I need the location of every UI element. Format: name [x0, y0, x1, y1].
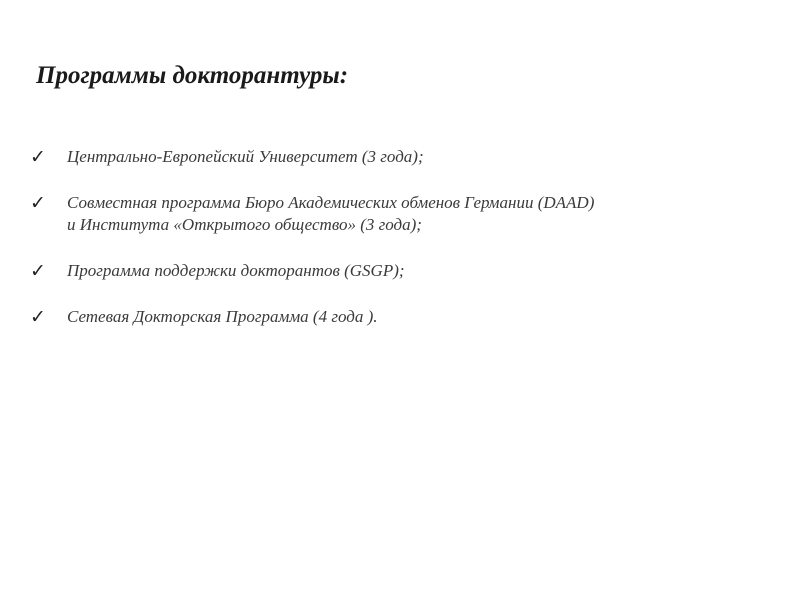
slide-title: Программы докторантуры:	[36, 62, 349, 89]
list-item-text: Совместная программа Бюро Академических обменов Германии (DAAD)	[67, 193, 595, 212]
checkmark-icon: ✓	[30, 146, 46, 168]
list-item-text: и Института «Открытого общество» (3 года);	[67, 215, 422, 234]
list-item	[30, 146, 770, 168]
list-item-text: Программа поддержки докторантов (GSGP);	[67, 261, 405, 280]
list-item	[30, 260, 770, 282]
list-item	[30, 306, 770, 328]
checkmark-icon: ✓	[30, 306, 46, 328]
checkmark-icon: ✓	[30, 260, 46, 282]
list-item	[30, 192, 770, 236]
list-item-text: Центрально-Европейский Университет (3 года);	[67, 147, 424, 166]
list-item-text: Сетевая Докторская Программа (4 года ).	[67, 307, 378, 326]
program-list	[30, 146, 770, 352]
checkmark-icon: ✓	[30, 192, 46, 214]
